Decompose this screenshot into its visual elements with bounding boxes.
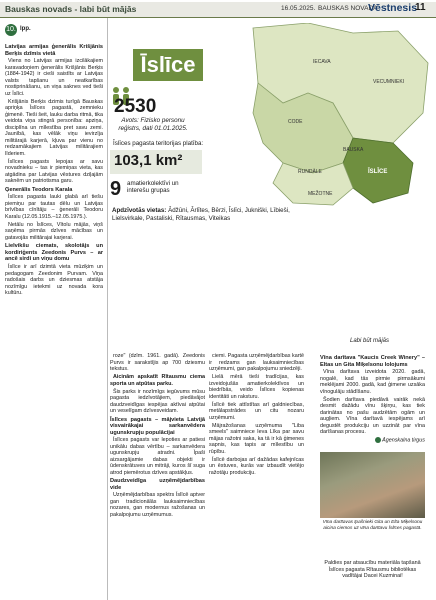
article-column-1 (5, 42, 103, 298)
header-region: BAUSKAS NOVADA (318, 5, 378, 12)
header-section-title: Bauskas novads - labi būt mājās (5, 4, 137, 14)
page-ref-label: lpp. (20, 26, 31, 32)
villages-list (112, 207, 312, 222)
population-source: Avots: Fizisko personu reģistrs, dati 01.01.2025. (118, 117, 188, 132)
map-label: CODE (288, 119, 303, 125)
agency-icon (375, 437, 381, 443)
area-label: Īslīces pagasta teritorijas platība: (113, 140, 204, 147)
map-label: MEŽOTNE (308, 191, 333, 197)
page-number: 11 (415, 2, 426, 13)
paragraph: Šis parks ir nozīmīgs iegūvums mūsu pagasta iedzīvotājiem, piedāvājot daudzveidīgas iespējas aktīvai atpūtai un veselīgam dzīvesveidam. (110, 388, 205, 414)
heading-uznemejdarbiba: Daudzveidīga uzņēmējdarbības vide (110, 478, 205, 491)
groups-count: 9 (110, 178, 122, 200)
paragraph: Īslīces pagasta lauki glabā arī tiešu piemiņu par tautas dēlu un Latvijas brīvības cīnītāju – ģenerāli Teodoru Karalu (12.05.1915.–12.05.1975.). (5, 194, 103, 220)
article-column-2 (110, 353, 205, 520)
heading-ugunskrupji: Īslīces pagasts – mājvieta Latvijā visvairākajai sarkanvēdera ugunskrupju populācijai (110, 416, 205, 436)
paragraph: Vīna darītava izveidota 2020. gadā, nogalē, kad tās pirmie pirmsākumi meklējami 2000. gadā, kad ģimene uzsāka vīnogulāju stādīšanu. (320, 369, 425, 395)
paragraph: Lielā mērā tieši tradīcijas, kas izveidojušās amatierkolektīvos un biedrībās, veido Īslīces kopienas identitāti un raksturu. (209, 374, 304, 400)
article-column-4 (320, 353, 425, 444)
population-value: 2530 (114, 96, 157, 117)
paragraph: Īslīce ir arī dzimtā vieta mūziķim un pedagogam Zeedonim Purvam. Viņa radošais darbs un dziesmas atstāja nozīmīgu ietekmi uz novada kora kultūru. (5, 264, 103, 297)
paragraph: Šodien darītava piedāvā vairāk nekā desmit dažādu vīnu šķirņu, kas tiek darinātas no pašu audzētām ogām un augļiem. Vīna darītavā iespējams arī degustēt produkciju un uzzināt par vīna darīšanas procesu. (320, 396, 425, 436)
page-ref-badge[interactable]: 10. (5, 24, 17, 36)
paragraph: Netālu no Īslīces, Vītolu mājās, viņš saņēma pirmās dzīves mācības un gatavojās militārajai karjerai. (5, 221, 103, 241)
paragraph: Īslīces pagasts lepojas ar savu novadnieku – tas ir piemiņas vieta, kas atgādina par Latvijas vēstures dziļajām saknēm un patriotisma garu. (5, 158, 103, 185)
heading-karala: Ģenerālis Teodors Karala (5, 186, 73, 193)
map-label: BAUSKA (343, 147, 364, 153)
map-label-islice: ĪSLĪCE (368, 169, 388, 175)
infobox-title: Īslīce (133, 49, 203, 81)
paragraph: Īslīcē tiek attīstītas arī galdniecības, metālapstrādes un citu nozaru uzņēmumi. (209, 401, 304, 421)
agency-name: Āgenskalna tirgus (382, 437, 425, 444)
area-value: 103,1 km² (114, 152, 183, 169)
paragraph: Viens no Latvijas armijas izcilākajiem karavadoņiem ģenerālis Krišjānis Berķis (1884-1942) ir cieši saistīts ar Latvijas valsts tapšanu un neatkarības nostiprināšanu, un viņa saknes ved tieši uz Īslīci. (5, 58, 103, 97)
heading-winery: Vīna darītava "Kaucis Creek Winery" – Eltas un Gita Miķelsonu lolojums (320, 355, 425, 368)
map-label: RUNDĀLE (298, 169, 322, 175)
villages-label: Apdzīvotās vietas: (112, 207, 167, 214)
header-date: 16.05.2025. (281, 5, 316, 12)
paragraph: ciemi. Pagasta uzņēmējdarbības kartē ir redzams gan lauksaimniecības uzņēmumi, gan pakalpojumu sniedzēji. (209, 353, 304, 372)
paragraph: Īslīcē darbojas arī dažādas kafejnīcas un ēstuves, kurās var izbaudīt vietējo ražotāju produkciju. (209, 456, 304, 476)
paragraph-bold: Aicinām apskatīt Rītausmu ciema sporta un atpūtas parku. (110, 374, 205, 387)
map-label: VECUMNIEKI (373, 79, 405, 85)
villages-text: Ādžūni, Ārlītes, Bērzi, Īslīci, Jukniški, Lībieši, Lielsvirkale, Pastaliski, Rītausmas, Viteikas (112, 207, 290, 222)
paragraph: Īslīces pagasts var lepoties ar patiesi unikālu dabas vērtību – sarkanvēdera ugunskrupju atradni. Īpaši aizsargājamie dabas objekti ir ūdenskrātuves un mitrāji, kuros šī suga atrod piemērotus dzīves apstākļus. (110, 437, 205, 476)
groups-label: amatierkolektīvi un interešu grupas (127, 180, 179, 195)
article-column-3 (209, 353, 304, 478)
paragraph: Krišjānis Berķis dzimis turīgā Bauskas apriņķa Īslīces pagastā, zemnieku ģimenē. Tieši šeit, lauku darba ritmā, tika veidota viņa stingrā personība: apziņa, disciplīna un mīlestība pret savu zemi. Jaunībā, kas vēlāk viņu ievirzīja militārajā karjerā, kļuva par vienu no redzamākajiem Latvijas militārajiem līderiem. (5, 98, 103, 157)
agency-credit (320, 437, 425, 444)
paragraph: Mājražošanas uzņēmuma "Liba smeels" saimniece Ieva Līka par savu mājas ražotni saka, ka tā ir kā ģimenes sapnis, kas tapis ar mīlestību un rūpību. (209, 422, 304, 455)
infobox-caption: Labi būt mājās (350, 338, 390, 344)
winery-photo (320, 452, 425, 518)
header-brand: Vēstnesis (368, 2, 418, 14)
map-label: IECAVA (313, 59, 331, 65)
closing-note: Paldies par atsaucību materiāla tapšanā Īslīces pagasta Rītausmu bibliotēkas vadītājai Dacei Kuzminai! (324, 560, 421, 579)
paragraph: roze" (dzīm. 1961. gadā). Zeedonis Purvs ir sarakstījis ap 700 dziesmu tekstus. (110, 353, 205, 372)
region-map (213, 23, 433, 208)
photo-caption: Vīna darītavas īpašnieki Gita un Elta Miķelsonu aicina ciemos uz vīna darītavu Īslīces pagastā. (322, 520, 423, 531)
heading-berkis: Latvijas armijas ģenerālis Krišjānis Berķis dzīmis vietā (5, 44, 103, 57)
page-header (0, 0, 436, 18)
paragraph: Uzņēmējdarbības spektrs Īslīcē aptver gan tradicionālās lauksaimniecības nozares, gan modernus ražošanas un pakalpojumu uzņēmumus. (110, 492, 205, 518)
heading-purvs: Lielvikšu ciemats, skolotājs un kordiriģents Zeedonis Purvs – ar ancē sirdi un viņu domu (5, 243, 103, 263)
